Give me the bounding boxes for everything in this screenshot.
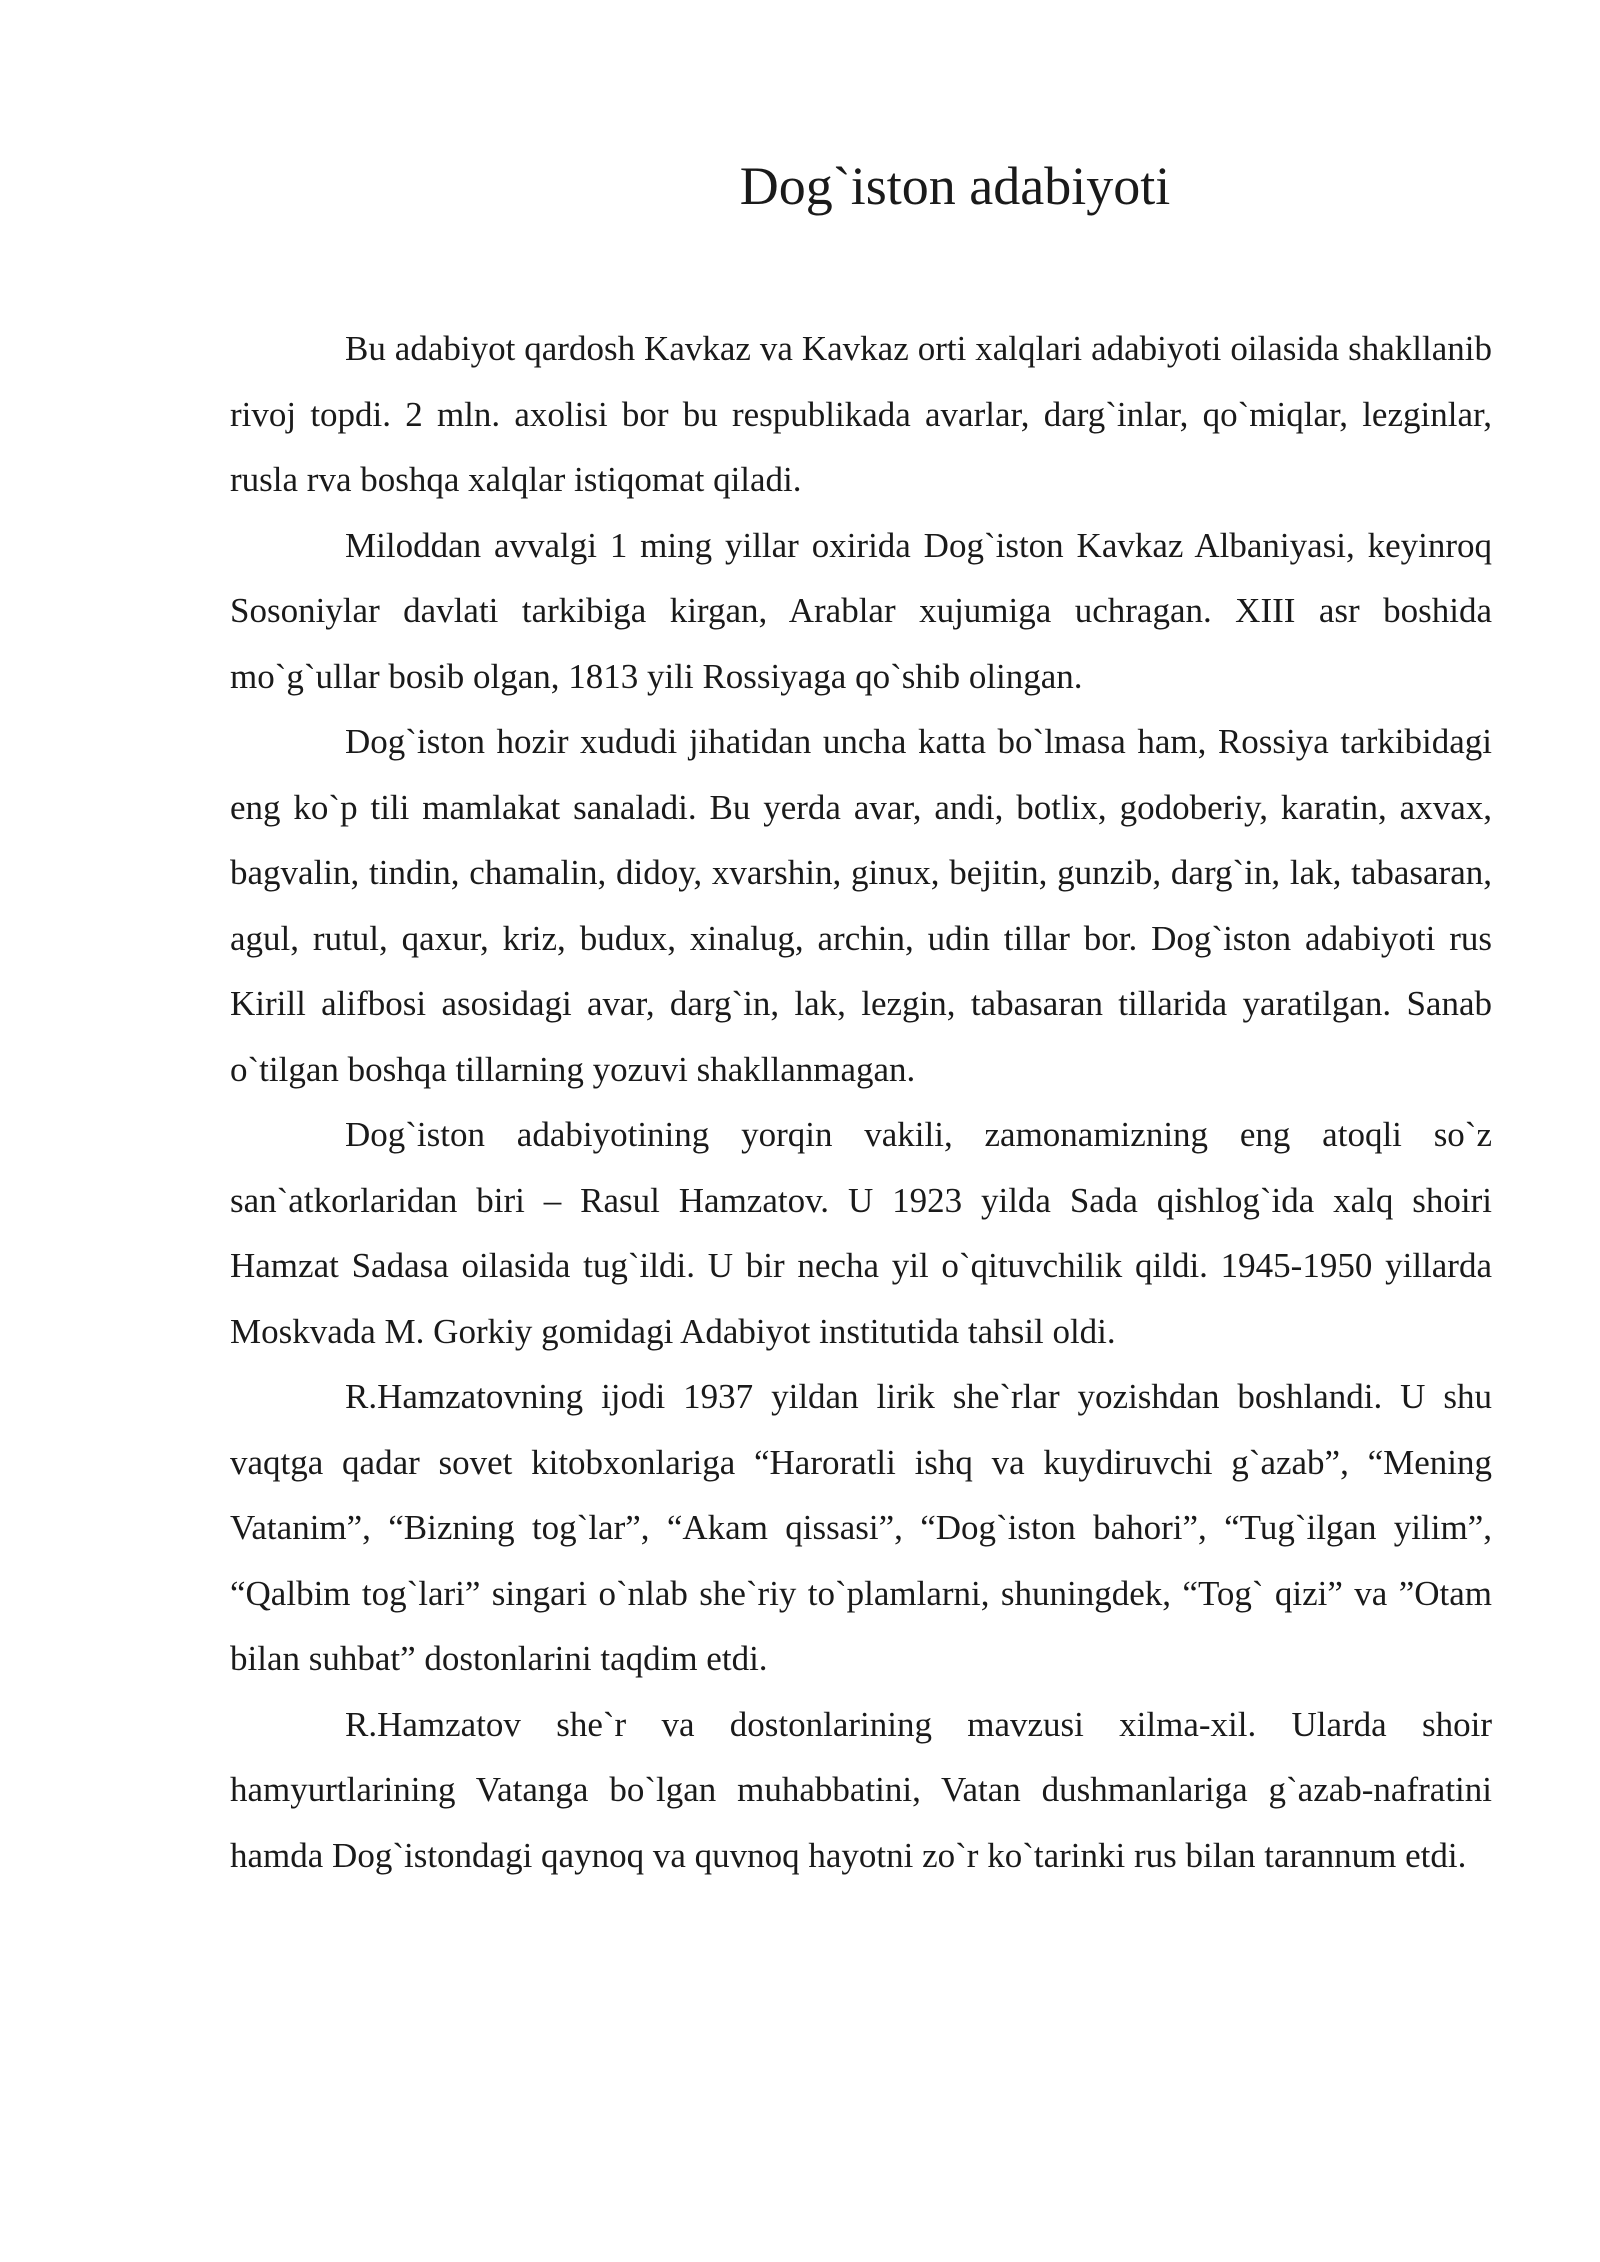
paragraph: Dog`iston hozir xududi jihatidan uncha katta bo`lmasa ham, Rossiya tarkibidagi eng ko`p tili mamlakat sanaladi. Bu yerda avar, andi, botlix, godoberiy, karatin, axvax, bagvalin, tindin, chamalin, didoy, xvarshin, ginux, bejitin, gunzib, darg`in, lak, tabasaran, agul, rutul, qaxur, kriz, budux, xinalug, archin, udin tillar bor. Dog`iston adabiyoti rus Kirill alifbosi asosidagi avar, darg`in, lak, lezgin, tabasaran tillarida yaratilgan. Sanab o`tilgan boshqa tillarning yozuvi shakllanmagan. bbox=[230, 722, 1492, 1089]
paragraph: R.Hamzatovning ijodi 1937 yildan lirik she`rlar yozishdan boshlandi. U shu vaqtga qadar sovet kitobxonlariga “Haroratli ishq va kuydiruvchi g`azab”, “Mening Vatanim”, “Bizning tog`lar”, “Akam qissasi”, “Dog`iston bahori”, “Tug`ilgan yilim”, “Qalbim tog`lari” singari o`nlab she`riy to`plamlarni, shuningdek, “Tog` qizi” va ”Otam bilan suhbat” dostonlarini taqdim etdi. bbox=[230, 1377, 1492, 1678]
document-title: Dog`iston adabiyoti bbox=[739, 156, 1171, 216]
paragraph: Miloddan avvalgi 1 ming yillar oxirida Dog`iston Kavkaz Albaniyasi, keyinroq Sosoniylar davlati tarkibiga kirgan, Arablar xujumiga uchragan. XIII asr boshida mo`g`ullar bosib olgan, 1813 yili Rossiyaga qo`shib olingan. bbox=[230, 525, 1492, 696]
paragraph: Bu adabiyot qardosh Kavkaz va Kavkaz orti xalqlari adabiyoti oilasida shakllanib rivoj topdi. 2 mln. axolisi bor bu respublikada avarlar, darg`inlar, qo`miqlar, lezginlar, rusla rva boshqa xalqlar istiqomat qiladi. bbox=[230, 329, 1492, 499]
paragraph: Dog`iston adabiyotining yorqin vakili, zamonamizning eng atoqli so`z san`atkorlaridan biri – Rasul Hamzatov. U 1923 yilda Sada qishlog`ida xalq shoiri Hamzat Sadasa oilasida tug`ildi. U bir necha yil o`qituvchilik qildi. 1945-1950 yillarda Moskvada M. Gorkiy gomidagi Adabiyot institutida tahsil oldi. bbox=[230, 1115, 1492, 1351]
paragraph: R.Hamzatov she`r va dostonlarining mavzusi xilma-xil. Ularda shoir hamyurtlarining Vatanga bo`lgan muhabbatini, Vatan dushmanlariga g`azab-nafratini hamda Dog`istondagi qaynoq va quvnoq hayotni zo`r ko`tarinki rus bilan tarannum etdi. bbox=[230, 1704, 1492, 1875]
document-body bbox=[230, 316, 1492, 1888]
